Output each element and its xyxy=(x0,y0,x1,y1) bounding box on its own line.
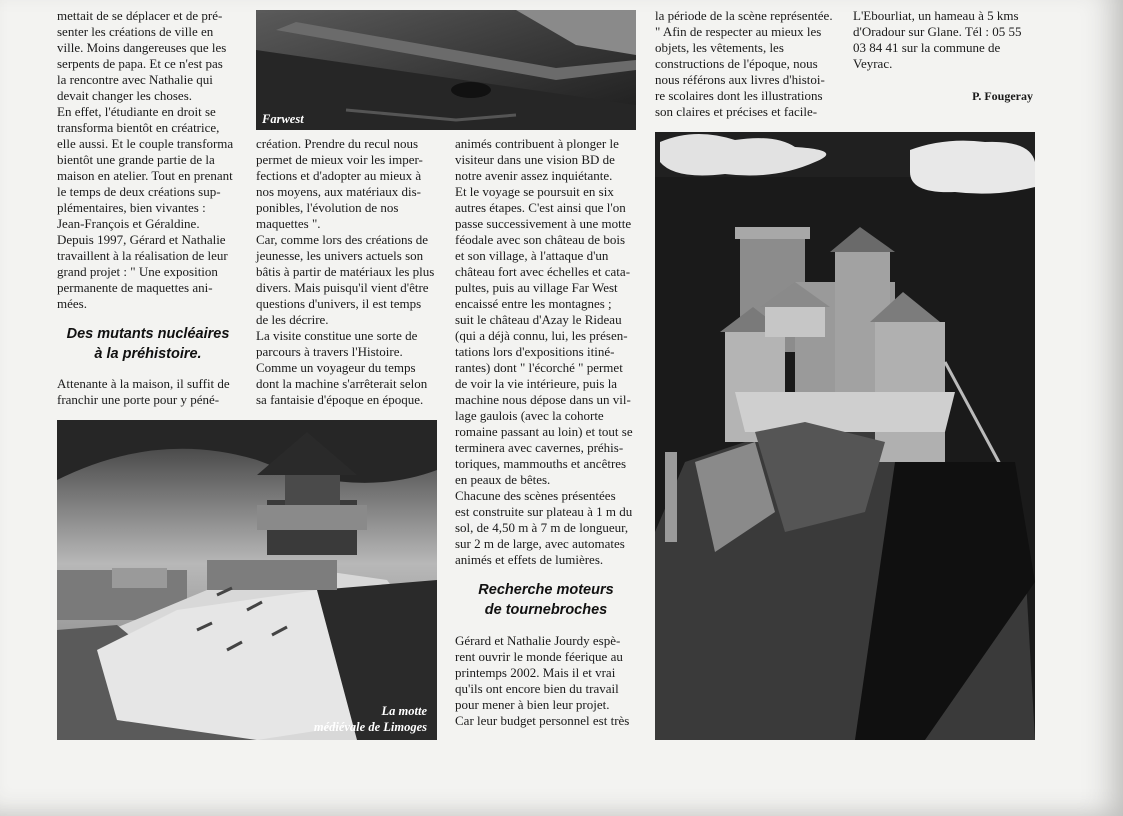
farwest-scene xyxy=(256,10,636,130)
text-line: est construite sur plateau à 1 m du xyxy=(455,504,633,519)
text-line: permet de mieux voir les imper- xyxy=(256,152,423,167)
column-1-text-bottom xyxy=(57,376,239,408)
text-line: Comme un voyageur du temps xyxy=(256,360,416,375)
text-line: terminera avec cavernes, préhis- xyxy=(455,440,624,455)
text-line: divers. Mais puisqu'il vient d'être xyxy=(256,280,429,295)
column-1-text-top xyxy=(57,8,239,312)
motte-caption-line-1: La motte xyxy=(381,704,427,718)
heading-line-2: à la préhistoire. xyxy=(94,346,202,362)
heading-line-2: de tournebroches xyxy=(484,602,608,618)
text-line: machine nous dépose dans un vil- xyxy=(455,392,631,407)
motte-caption-line-2: médiévale de Limoges xyxy=(313,720,427,734)
text-line: serpents de papa. Et ce n'est pas xyxy=(57,56,223,71)
text-line: objets, les vêtements, les xyxy=(655,40,784,55)
text-line: questions d'univers, il est temps xyxy=(256,296,422,311)
text-line: Chacune des scènes présentées xyxy=(455,488,616,503)
text-line: printemps 2002. Mais il et vrai xyxy=(455,665,616,680)
text-line: Et le voyage se poursuit en six xyxy=(455,184,614,199)
text-line: qu'ils ont encore bien du travail xyxy=(455,681,619,696)
photo-motte-medievale xyxy=(57,420,437,740)
text-line: dont la machine s'arrêterait selon xyxy=(256,376,428,391)
text-line: bâtis à partir de matériaux les plus xyxy=(256,264,435,279)
text-line: 03 84 41 sur la commune de xyxy=(853,40,1001,55)
text-line: transforma bientôt en créatrice, xyxy=(57,120,220,135)
column-3-text-bottom xyxy=(455,633,637,729)
farwest-caption: Farwest xyxy=(262,112,304,126)
text-line: rantes) dont " l'écorché " permet xyxy=(455,360,623,375)
text-line: La visite constitue une sorte de xyxy=(256,328,418,343)
text-line: mées. xyxy=(57,296,87,311)
photo-chateau-fort xyxy=(655,132,1035,740)
text-line: et son village, à l'attaque d'un xyxy=(455,248,609,263)
text-line: re scolaires dont les illustrations xyxy=(655,88,823,103)
text-line: devait changer les choses. xyxy=(57,88,193,103)
text-line: château fort avec échelles et cata- xyxy=(455,264,631,279)
author-signature: P. Fougeray xyxy=(972,89,1033,103)
column-3-text-top xyxy=(455,136,637,568)
castle-scene xyxy=(655,132,1035,740)
text-line: Car, comme lors des créations de xyxy=(256,232,429,247)
text-line: son claires et précises et facile- xyxy=(655,104,818,119)
text-line: franchir une porte pour y péné- xyxy=(57,392,220,407)
text-line: la période de la scène représentée. xyxy=(655,8,833,23)
text-line: Gérard et Nathalie Jourdy espè- xyxy=(455,633,621,648)
motte-scene xyxy=(57,420,437,740)
text-line: permanente de maquettes ani- xyxy=(57,280,213,295)
text-line: ponibles, l'évolution de nos xyxy=(256,200,399,215)
text-line: le temps de deux créations sup- xyxy=(57,184,221,199)
text-line: L'Ebourliat, un hameau à 5 kms xyxy=(853,8,1019,23)
text-line: notre avenir assez inquiétante. xyxy=(455,168,613,183)
motte-caption xyxy=(314,703,427,735)
text-line: féodale avec son château de bois xyxy=(455,232,626,247)
column-1 xyxy=(57,8,239,408)
text-line: Car leur budget personnel est très xyxy=(455,713,630,728)
heading-recherche-moteurs xyxy=(455,580,637,620)
text-line: de les décrire. xyxy=(256,312,329,327)
text-line: la rencontre avec Nathalie qui xyxy=(57,72,213,87)
column-5 xyxy=(853,8,1033,72)
column-3 xyxy=(455,136,637,729)
text-line: d'Oradour sur Glane. Tél : 05 55 xyxy=(853,24,1022,39)
text-line: pour mener à bien leur projet. xyxy=(455,697,610,712)
text-line: lage gaulois (avec la cohorte xyxy=(455,408,604,423)
text-line: Jean-François et Géraldine. xyxy=(57,216,200,231)
heading-line-1: Des mutants nucléaires xyxy=(66,326,230,342)
text-line: animés contribuent à plonger le xyxy=(455,136,619,151)
text-line: sa fantaisie d'époque en époque. xyxy=(256,392,424,407)
text-line: travaillent à la réalisation de leur xyxy=(57,248,228,263)
text-line: rent ouvrir le monde féerique au xyxy=(455,649,623,664)
text-line: nos moyens, aux matériaux dis- xyxy=(256,184,421,199)
text-line: Depuis 1997, Gérard et Nathalie xyxy=(57,232,226,247)
text-line: ville. Moins dangereuses que les xyxy=(57,40,227,55)
text-line: maison en atelier. Tout en prenant xyxy=(57,168,233,183)
text-line: senter les créations de ville en xyxy=(57,24,214,39)
text-line: sol, de 4,50 m à 7 m de longueur, xyxy=(455,520,629,535)
text-line: fections et d'adopter au mieux à xyxy=(256,168,422,183)
text-line: suit le château d'Azay le Rideau xyxy=(455,312,622,327)
text-line: constructions de l'époque, nous xyxy=(655,56,818,71)
text-line: nous référons aux livres d'histoi- xyxy=(655,72,825,87)
text-line: sur 2 m de large, avec automates xyxy=(455,536,625,551)
text-line: bientôt une grande partie de la xyxy=(57,152,215,167)
column-2 xyxy=(256,136,438,408)
photo-farwest xyxy=(256,10,636,130)
text-line: passe successivement à une motte xyxy=(455,216,632,231)
text-line: mettait de se déplacer et de pré- xyxy=(57,8,223,23)
text-line: maquettes ". xyxy=(256,216,321,231)
column-4 xyxy=(655,8,835,120)
text-line: plémentaires, bien vivantes : xyxy=(57,200,206,215)
text-line: en peaux de bêtes. xyxy=(455,472,551,487)
text-line: Veyrac. xyxy=(853,56,893,71)
text-line: elle aussi. Et le couple transforma xyxy=(57,136,234,151)
text-line: autres étapes. C'est ainsi que l'on xyxy=(455,200,626,215)
text-line: Attenante à la maison, il suffit de xyxy=(57,376,230,391)
text-line: encaissé entre les montagnes ; xyxy=(455,296,612,311)
text-line: tations lors d'expositions itiné- xyxy=(455,344,615,359)
text-line: jeunesse, les univers actuels son xyxy=(256,248,424,263)
text-line: pultes, puis au village Far West xyxy=(455,280,618,295)
text-line: toriques, mammouths et ancêtres xyxy=(455,456,627,471)
text-line: " Afin de respecter au mieux les xyxy=(655,24,822,39)
text-line: parcours à travers l'Histoire. xyxy=(256,344,403,359)
heading-des-mutants xyxy=(57,324,239,364)
text-line: En effet, l'étudiante en droit se xyxy=(57,104,216,119)
text-line: romaine passant au loin) et tout se xyxy=(455,424,633,439)
text-line: création. Prendre du recul nous xyxy=(256,136,419,151)
text-line: animés et effets de lumières. xyxy=(455,552,604,567)
text-line: visiteur dans une vision BD de xyxy=(455,152,615,167)
heading-line-1: Recherche moteurs xyxy=(478,582,614,598)
text-line: de voir la vie intérieure, puis la xyxy=(455,376,618,391)
text-line: (qui a déjà connu, lui, les présen- xyxy=(455,328,628,343)
text-line: grand projet : " Une exposition xyxy=(57,264,218,279)
